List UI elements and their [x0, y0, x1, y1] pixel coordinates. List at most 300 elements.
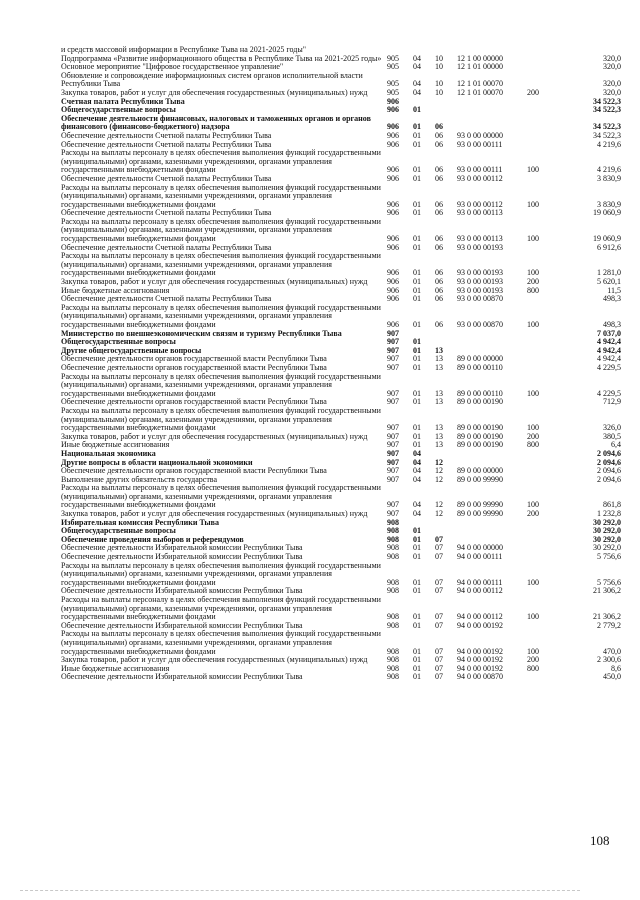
- amount: 470,0: [603, 646, 621, 656]
- ved-code: 906: [387, 130, 399, 140]
- section-code: 04: [413, 509, 421, 519]
- ved-code: 908: [387, 646, 399, 656]
- ved-code: 907: [387, 466, 399, 476]
- ved-code: 906: [387, 139, 399, 149]
- amount: 3 830,9: [597, 199, 621, 209]
- ved-code: 908: [387, 612, 399, 622]
- amount: 5 756,6: [597, 577, 621, 587]
- row-name: Обеспечение деятельности Счетной палаты Республики Тыва: [61, 139, 272, 149]
- subsection-code: 06: [435, 208, 443, 218]
- target-article-code: 89 0 00 00190: [457, 397, 503, 407]
- expense-type-code: 100: [527, 199, 539, 209]
- target-article-code: 89 0 00 99990: [457, 500, 503, 510]
- row-name: Счетная палата Республики Тыва: [61, 96, 185, 106]
- row-name: Обеспечение деятельности финансовых, налоговых и таможенных органов и органов финансового (финансово-бюджетного) надзора: [61, 113, 371, 132]
- row-name: Закупка товаров, работ и услуг для обеспечения государственных (муниципальных) нужд: [61, 87, 368, 97]
- target-article-code: 89 0 00 00000: [457, 354, 503, 364]
- ved-code: 906: [387, 277, 399, 287]
- amount: 8,6: [611, 663, 621, 673]
- ved-code: 905: [387, 53, 399, 63]
- ved-code: 907: [387, 431, 399, 441]
- target-article-code: 94 0 00 00870: [457, 672, 503, 682]
- row-name: Общегосударственные вопросы: [61, 105, 176, 115]
- subsection-code: 06: [435, 268, 443, 278]
- section-code: 01: [413, 122, 421, 132]
- section-code: 01: [413, 397, 421, 407]
- target-article-code: 93 0 00 00193: [457, 277, 503, 287]
- ved-code: 906: [387, 96, 399, 106]
- row-name: Закупка товаров, работ и услуг для обеспечения государственных (муниципальных) нужд: [61, 431, 368, 441]
- ved-code: 907: [387, 345, 399, 355]
- page-number: 108: [590, 833, 610, 848]
- row-name: Расходы на выплаты персоналу в целях обеспечения выполнения функций государственными (муниципальными) органами, казенными учреждениями, органами управления государственными внебюджетными фондами: [61, 251, 381, 278]
- amount: 21 306,2: [593, 612, 621, 622]
- amount: 5 620,1: [597, 277, 621, 287]
- table-row: [61, 149, 621, 175]
- subsection-code: 10: [435, 53, 443, 63]
- section-code: 01: [413, 130, 421, 140]
- table-row: [61, 562, 621, 588]
- row-name: Расходы на выплаты персоналу в целях обеспечения выполнения функций государственными (муниципальными) органами, казенными учреждениями, органами управления государственными внебюджетными фондами: [61, 371, 381, 398]
- row-name: Обеспечение деятельности органов государственной власти Республики Тыва: [61, 354, 327, 364]
- amount: 34 522,3: [593, 130, 621, 140]
- subsection-code: 12: [435, 457, 443, 467]
- subsection-code: 12: [435, 474, 443, 484]
- row-name: Закупка товаров, работ и услуг для обеспечения государственных (муниципальных) нужд: [61, 655, 368, 665]
- target-article-code: 12 1 01 00070: [457, 79, 503, 89]
- subsection-code: 07: [435, 612, 443, 622]
- row-name: Расходы на выплаты персоналу в целях обеспечения выполнения функций государственными (муниципальными) органами, казенными учреждениями, органами управления государственными внебюджетными фондами: [61, 216, 381, 244]
- amount: 5 756,6: [597, 552, 621, 562]
- row-name: Обеспечение деятельности Счетной палаты Республики Тыва: [61, 208, 272, 218]
- target-article-code: 93 0 00 00193: [457, 242, 503, 252]
- section-code: 01: [413, 337, 421, 347]
- ved-code: 907: [387, 337, 399, 347]
- ved-code: 908: [387, 543, 399, 553]
- subsection-code: 07: [435, 672, 443, 682]
- row-name: Расходы на выплаты персоналу в целях обеспечения выполнения функций государственными (муниципальными) органами, казенными учреждениями, органами управления государственными внебюджетными фондами: [61, 595, 381, 622]
- amount: 4 229,5: [597, 388, 621, 398]
- section-code: 01: [413, 268, 421, 278]
- row-name: Расходы на выплаты персоналу в целях обеспечения выполнения функций государственными (муниципальными) органами, казенными учреждениями, органами управления государственными внебюджетными фондами: [61, 148, 381, 175]
- ved-code: 908: [387, 586, 399, 596]
- section-code: 04: [413, 457, 421, 467]
- expense-type-code: 100: [527, 500, 539, 510]
- amount: 2 094,6: [597, 474, 621, 484]
- amount: 30 292,0: [593, 517, 621, 527]
- expense-type-code: 100: [527, 388, 539, 398]
- section-code: 01: [413, 620, 421, 630]
- section-code: 01: [413, 672, 421, 682]
- amount: 6,4: [611, 440, 621, 450]
- subsection-code: 06: [435, 294, 443, 304]
- row-name: Обеспечение проведения выборов и референдумов: [61, 534, 244, 544]
- ved-code: 907: [387, 354, 399, 364]
- amount: 19 060,9: [593, 208, 621, 218]
- row-name: Расходы на выплаты персоналу в целях обеспечения выполнения функций государственными (муниципальными) органами, казенными учреждениями, органами управления государственными внебюджетными фондами: [61, 182, 381, 209]
- ved-code: 905: [387, 62, 399, 72]
- subsection-code: 13: [435, 440, 443, 450]
- target-article-code: 89 0 00 00190: [457, 431, 503, 441]
- section-code: 01: [413, 234, 421, 244]
- target-article-code: 93 0 00 00113: [457, 234, 503, 244]
- section-code: 01: [413, 663, 421, 673]
- row-name: Общегосударственные вопросы: [61, 526, 176, 536]
- amount: 320,0: [603, 87, 621, 97]
- ved-code: 906: [387, 122, 399, 132]
- ved-code: 906: [387, 105, 399, 115]
- target-article-code: 94 0 00 00112: [457, 586, 503, 596]
- row-name: Обеспечение деятельности Избирательной комиссии Республики Тыва: [61, 586, 303, 596]
- ved-code: 906: [387, 320, 399, 329]
- amount: 2 094,6: [597, 448, 621, 458]
- expense-type-code: 200: [527, 277, 539, 287]
- target-article-code: 94 0 00 00192: [457, 620, 503, 630]
- section-code: 01: [413, 543, 421, 553]
- ved-code: 906: [387, 208, 399, 218]
- footer-divider: [20, 890, 580, 891]
- subsection-code: 07: [435, 620, 443, 630]
- table-row: [61, 407, 621, 433]
- table-row: [61, 72, 621, 89]
- subsection-code: 07: [435, 543, 443, 553]
- target-article-code: 93 0 00 00000: [457, 130, 503, 140]
- ved-code: 908: [387, 534, 399, 544]
- ved-code: 905: [387, 79, 399, 89]
- amount: 4 219,6: [597, 139, 621, 149]
- table-row: [61, 218, 621, 244]
- row-name: и средств массовой информации в Республике Тыва на 2021-2025 годы": [61, 45, 306, 54]
- section-code: 01: [413, 199, 421, 209]
- target-article-code: 93 0 00 00111: [457, 165, 503, 175]
- amount: 3 830,9: [597, 173, 621, 183]
- row-name: Общегосударственные вопросы: [61, 337, 176, 347]
- target-article-code: 94 0 00 00111: [457, 552, 503, 562]
- subsection-code: 06: [435, 285, 443, 295]
- target-article-code: 89 0 00 00190: [457, 440, 503, 450]
- row-name: Иные бюджетные ассигнования: [61, 440, 170, 450]
- row-name: Расходы на выплаты персоналу в целях обеспечения выполнения функций государственными (муниципальными) органами, казенными учреждениями, органами управления государственными внебюджетными фондами: [61, 560, 381, 587]
- amount: 4 229,5: [597, 362, 621, 372]
- section-code: 01: [413, 285, 421, 295]
- target-article-code: 93 0 00 00193: [457, 285, 503, 295]
- section-code: 04: [413, 87, 421, 97]
- subsection-code: 13: [435, 423, 443, 433]
- section-code: 04: [413, 53, 421, 63]
- subsection-code: 06: [435, 234, 443, 244]
- expense-type-code: 100: [527, 165, 539, 175]
- target-article-code: 94 0 00 00192: [457, 655, 503, 665]
- table-row: [61, 673, 621, 682]
- subsection-code: 06: [435, 165, 443, 175]
- expense-type-code: 800: [527, 440, 539, 450]
- section-code: 01: [413, 208, 421, 218]
- target-article-code: 93 0 00 00870: [457, 294, 503, 304]
- amount: 380,5: [603, 431, 621, 441]
- ved-code: 907: [387, 448, 399, 458]
- subsection-code: 06: [435, 130, 443, 140]
- section-code: 04: [413, 448, 421, 458]
- section-code: 01: [413, 139, 421, 149]
- section-code: 01: [413, 345, 421, 355]
- expense-type-code: 100: [527, 577, 539, 587]
- target-article-code: 89 0 00 99990: [457, 474, 503, 484]
- section-code: 01: [413, 320, 421, 329]
- amount: 2 094,6: [597, 466, 621, 476]
- amount: 2 094,6: [597, 457, 621, 467]
- table-row: [61, 115, 621, 132]
- amount: 6 912,6: [597, 242, 621, 252]
- section-code: 01: [413, 552, 421, 562]
- row-name: Обеспечение деятельности Избирательной комиссии Республики Тыва: [61, 543, 303, 553]
- ved-code: 908: [387, 620, 399, 630]
- subsection-code: 10: [435, 62, 443, 72]
- expense-type-code: 200: [527, 431, 539, 441]
- section-code: 01: [413, 242, 421, 252]
- target-article-code: 89 0 00 00110: [457, 362, 503, 372]
- section-code: 01: [413, 105, 421, 115]
- target-article-code: 89 0 00 00190: [457, 423, 503, 433]
- subsection-code: 07: [435, 577, 443, 587]
- subsection-code: 13: [435, 397, 443, 407]
- amount: 34 522,3: [593, 105, 621, 115]
- ved-code: 908: [387, 655, 399, 665]
- ved-code: 907: [387, 362, 399, 372]
- row-name: Избирательная комиссия Республики Тыва: [61, 517, 219, 527]
- table-row: [61, 373, 621, 399]
- section-code: 01: [413, 526, 421, 536]
- row-name: Национальная экономика: [61, 448, 156, 458]
- row-name: Обеспечение деятельности органов государственной власти Республики Тыва: [61, 362, 327, 372]
- section-code: 04: [413, 500, 421, 510]
- table-row: [61, 596, 621, 622]
- row-name: Другие общегосударственные вопросы: [61, 345, 202, 355]
- ved-code: 907: [387, 509, 399, 519]
- ved-code: 908: [387, 552, 399, 562]
- target-article-code: 12 1 01 00070: [457, 87, 503, 97]
- row-name: Расходы на выплаты персоналу в целях обеспечения выполнения функций государственными (муниципальными) органами, казенными учреждениями, органами управления государственными внебюджетными фондами: [61, 405, 381, 433]
- ved-code: 906: [387, 285, 399, 295]
- section-code: 01: [413, 431, 421, 441]
- amount: 4 942,4: [597, 354, 621, 364]
- expense-type-code: 200: [527, 509, 539, 519]
- ved-code: 906: [387, 268, 399, 278]
- subsection-code: 13: [435, 362, 443, 372]
- row-name: Основное мероприятие "Цифровое государственное управление": [61, 62, 284, 72]
- amount: 320,0: [603, 79, 621, 89]
- amount: 34 522,3: [593, 96, 621, 106]
- row-name: Обеспечение деятельности Счетной палаты Республики Тыва: [61, 173, 272, 183]
- amount: 1 232,8: [597, 509, 621, 519]
- expense-type-code: 100: [527, 234, 539, 244]
- ved-code: 907: [387, 440, 399, 450]
- amount: 320,0: [603, 62, 621, 72]
- row-name: Выполнение других обязательств государства: [61, 474, 218, 484]
- section-code: 04: [413, 466, 421, 476]
- section-code: 01: [413, 173, 421, 183]
- ved-code: 908: [387, 577, 399, 587]
- ved-code: 908: [387, 663, 399, 673]
- row-name: Министерство по внешнеэкономическим связям и туризму Республики Тыва: [61, 328, 342, 338]
- row-name: Подпрограмма «Развитие информационного общества в Республике Тыва на 2021-2025 годы»: [61, 53, 382, 63]
- section-code: 01: [413, 277, 421, 287]
- expense-type-code: 200: [527, 655, 539, 665]
- section-code: 04: [413, 79, 421, 89]
- ved-code: 907: [387, 388, 399, 398]
- subsection-code: 13: [435, 388, 443, 398]
- row-name: Закупка товаров, работ и услуг для обеспечения государственных (муниципальных) нужд: [61, 509, 368, 519]
- target-article-code: 94 0 00 00192: [457, 646, 503, 656]
- row-name: Обеспечение деятельности Счетной палаты Республики Тыва: [61, 130, 272, 140]
- target-article-code: 93 0 00 00113: [457, 208, 503, 218]
- section-code: 01: [413, 354, 421, 364]
- target-article-code: 94 0 00 00192: [457, 663, 503, 673]
- table-row: [61, 630, 621, 656]
- expense-type-code: 100: [527, 320, 539, 329]
- table-row: [61, 484, 621, 510]
- amount: 30 292,0: [593, 534, 621, 544]
- ved-code: 905: [387, 87, 399, 97]
- row-name: Обеспечение деятельности Избирательной комиссии Республики Тыва: [61, 672, 303, 682]
- subsection-code: 13: [435, 354, 443, 364]
- amount: 2 779,2: [597, 620, 621, 630]
- target-article-code: 12 1 00 00000: [457, 53, 503, 63]
- row-name: Обеспечение деятельности Избирательной комиссии Республики Тыва: [61, 620, 303, 630]
- target-article-code: 94 0 00 00112: [457, 612, 503, 622]
- amount: 498,3: [603, 320, 621, 329]
- ved-code: 907: [387, 328, 399, 338]
- target-article-code: 93 0 00 00112: [457, 173, 503, 183]
- subsection-code: 07: [435, 646, 443, 656]
- section-code: 01: [413, 362, 421, 372]
- section-code: 01: [413, 388, 421, 398]
- subsection-code: 13: [435, 345, 443, 355]
- ved-code: 907: [387, 397, 399, 407]
- ved-code: 908: [387, 517, 399, 527]
- budget-table: [61, 46, 621, 682]
- row-name: Другие вопросы в области национальной экономики: [61, 457, 253, 467]
- subsection-code: 10: [435, 79, 443, 89]
- amount: 320,0: [603, 53, 621, 63]
- table-row: [61, 252, 621, 278]
- ved-code: 906: [387, 234, 399, 244]
- expense-type-code: 100: [527, 268, 539, 278]
- target-article-code: 94 0 00 00000: [457, 543, 503, 553]
- subsection-code: 12: [435, 466, 443, 476]
- amount: 30 292,0: [593, 543, 621, 553]
- section-code: 01: [413, 440, 421, 450]
- ved-code: 906: [387, 294, 399, 304]
- ved-code: 906: [387, 242, 399, 252]
- subsection-code: 06: [435, 122, 443, 132]
- ved-code: 906: [387, 173, 399, 183]
- expense-type-code: 200: [527, 87, 539, 97]
- amount: 11,5: [607, 285, 621, 295]
- amount: 21 306,2: [593, 586, 621, 596]
- ved-code: 908: [387, 526, 399, 536]
- ved-code: 908: [387, 672, 399, 682]
- section-code: 01: [413, 294, 421, 304]
- ved-code: 906: [387, 165, 399, 175]
- amount: 2 300,6: [597, 655, 621, 665]
- target-article-code: 94 0 00 00111: [457, 577, 503, 587]
- amount: 326,0: [603, 423, 621, 433]
- amount: 4 219,6: [597, 165, 621, 175]
- ved-code: 907: [387, 474, 399, 484]
- expense-type-code: 100: [527, 423, 539, 433]
- subsection-code: 07: [435, 655, 443, 665]
- subsection-code: 06: [435, 199, 443, 209]
- subsection-code: 06: [435, 139, 443, 149]
- ved-code: 907: [387, 500, 399, 510]
- expense-type-code: 100: [527, 612, 539, 622]
- subsection-code: 07: [435, 534, 443, 544]
- amount: 4 942,4: [597, 345, 621, 355]
- subsection-code: 06: [435, 173, 443, 183]
- ved-code: 906: [387, 199, 399, 209]
- ved-code: 907: [387, 457, 399, 467]
- section-code: 01: [413, 165, 421, 175]
- row-name: Иные бюджетные ассигнования: [61, 285, 170, 295]
- row-name: Обеспечение деятельности Счетной палаты Республики Тыва: [61, 294, 272, 304]
- table-row: [61, 184, 621, 210]
- target-article-code: 12 1 01 00000: [457, 62, 503, 72]
- row-name: Расходы на выплаты персоналу в целях обеспечения выполнения функций государственными (муниципальными) органами, казенными учреждениями, органами управления государственными внебюджетными фондами: [61, 629, 381, 656]
- amount: 1 281,0: [597, 268, 621, 278]
- subsection-code: 06: [435, 277, 443, 287]
- amount: 712,9: [603, 397, 621, 407]
- target-article-code: 93 0 00 00870: [457, 320, 503, 329]
- subsection-code: 06: [435, 320, 443, 329]
- amount: 34 522,3: [593, 122, 621, 132]
- row-name: Расходы на выплаты персоналу в целях обеспечения выполнения функций государственными (муниципальными) органами, казенными учреждениями, органами управления государственными внебюджетными фондами: [61, 483, 381, 510]
- section-code: 01: [413, 586, 421, 596]
- subsection-code: 06: [435, 242, 443, 252]
- row-name: Расходы на выплаты персоналу в целях обеспечения выполнения функций государственными (муниципальными) органами, казенными учреждениями, органами управления государственными внебюджетными фондами: [61, 302, 381, 329]
- section-code: 04: [413, 474, 421, 484]
- amount: 19 060,9: [593, 234, 621, 244]
- expense-type-code: 800: [527, 285, 539, 295]
- row-name: Закупка товаров, работ и услуг для обеспечения государственных (муниципальных) нужд: [61, 277, 368, 287]
- amount: 450,0: [603, 672, 621, 682]
- expense-type-code: 100: [527, 646, 539, 656]
- row-name: Обеспечение деятельности органов государственной власти Республики Тыва: [61, 466, 327, 476]
- amount: 30 292,0: [593, 526, 621, 536]
- subsection-code: 12: [435, 500, 443, 510]
- subsection-code: 07: [435, 552, 443, 562]
- subsection-code: 10: [435, 87, 443, 97]
- table-row: [61, 304, 621, 330]
- subsection-code: 13: [435, 431, 443, 441]
- target-article-code: 93 0 00 00111: [457, 139, 503, 149]
- row-name: Обеспечение деятельности Счетной палаты Республики Тыва: [61, 242, 272, 252]
- row-name: Обеспечение деятельности Избирательной комиссии Республики Тыва: [61, 552, 303, 562]
- target-article-code: 93 0 00 00193: [457, 268, 503, 278]
- amount: 498,3: [603, 294, 621, 304]
- subsection-code: 07: [435, 586, 443, 596]
- subsection-code: 12: [435, 509, 443, 519]
- section-code: 01: [413, 646, 421, 656]
- target-article-code: 89 0 00 99990: [457, 509, 503, 519]
- target-article-code: 89 0 00 00110: [457, 388, 503, 398]
- target-article-code: 93 0 00 00112: [457, 199, 503, 209]
- amount: 7 037,0: [597, 328, 621, 338]
- section-code: 01: [413, 655, 421, 665]
- row-name: Иные бюджетные ассигнования: [61, 663, 170, 673]
- row-name: Обновление и сопровождение информационных систем органов исполнительной власти Республики Тыва: [61, 70, 363, 89]
- target-article-code: 89 0 00 00000: [457, 466, 503, 476]
- amount: 861,8: [603, 500, 621, 510]
